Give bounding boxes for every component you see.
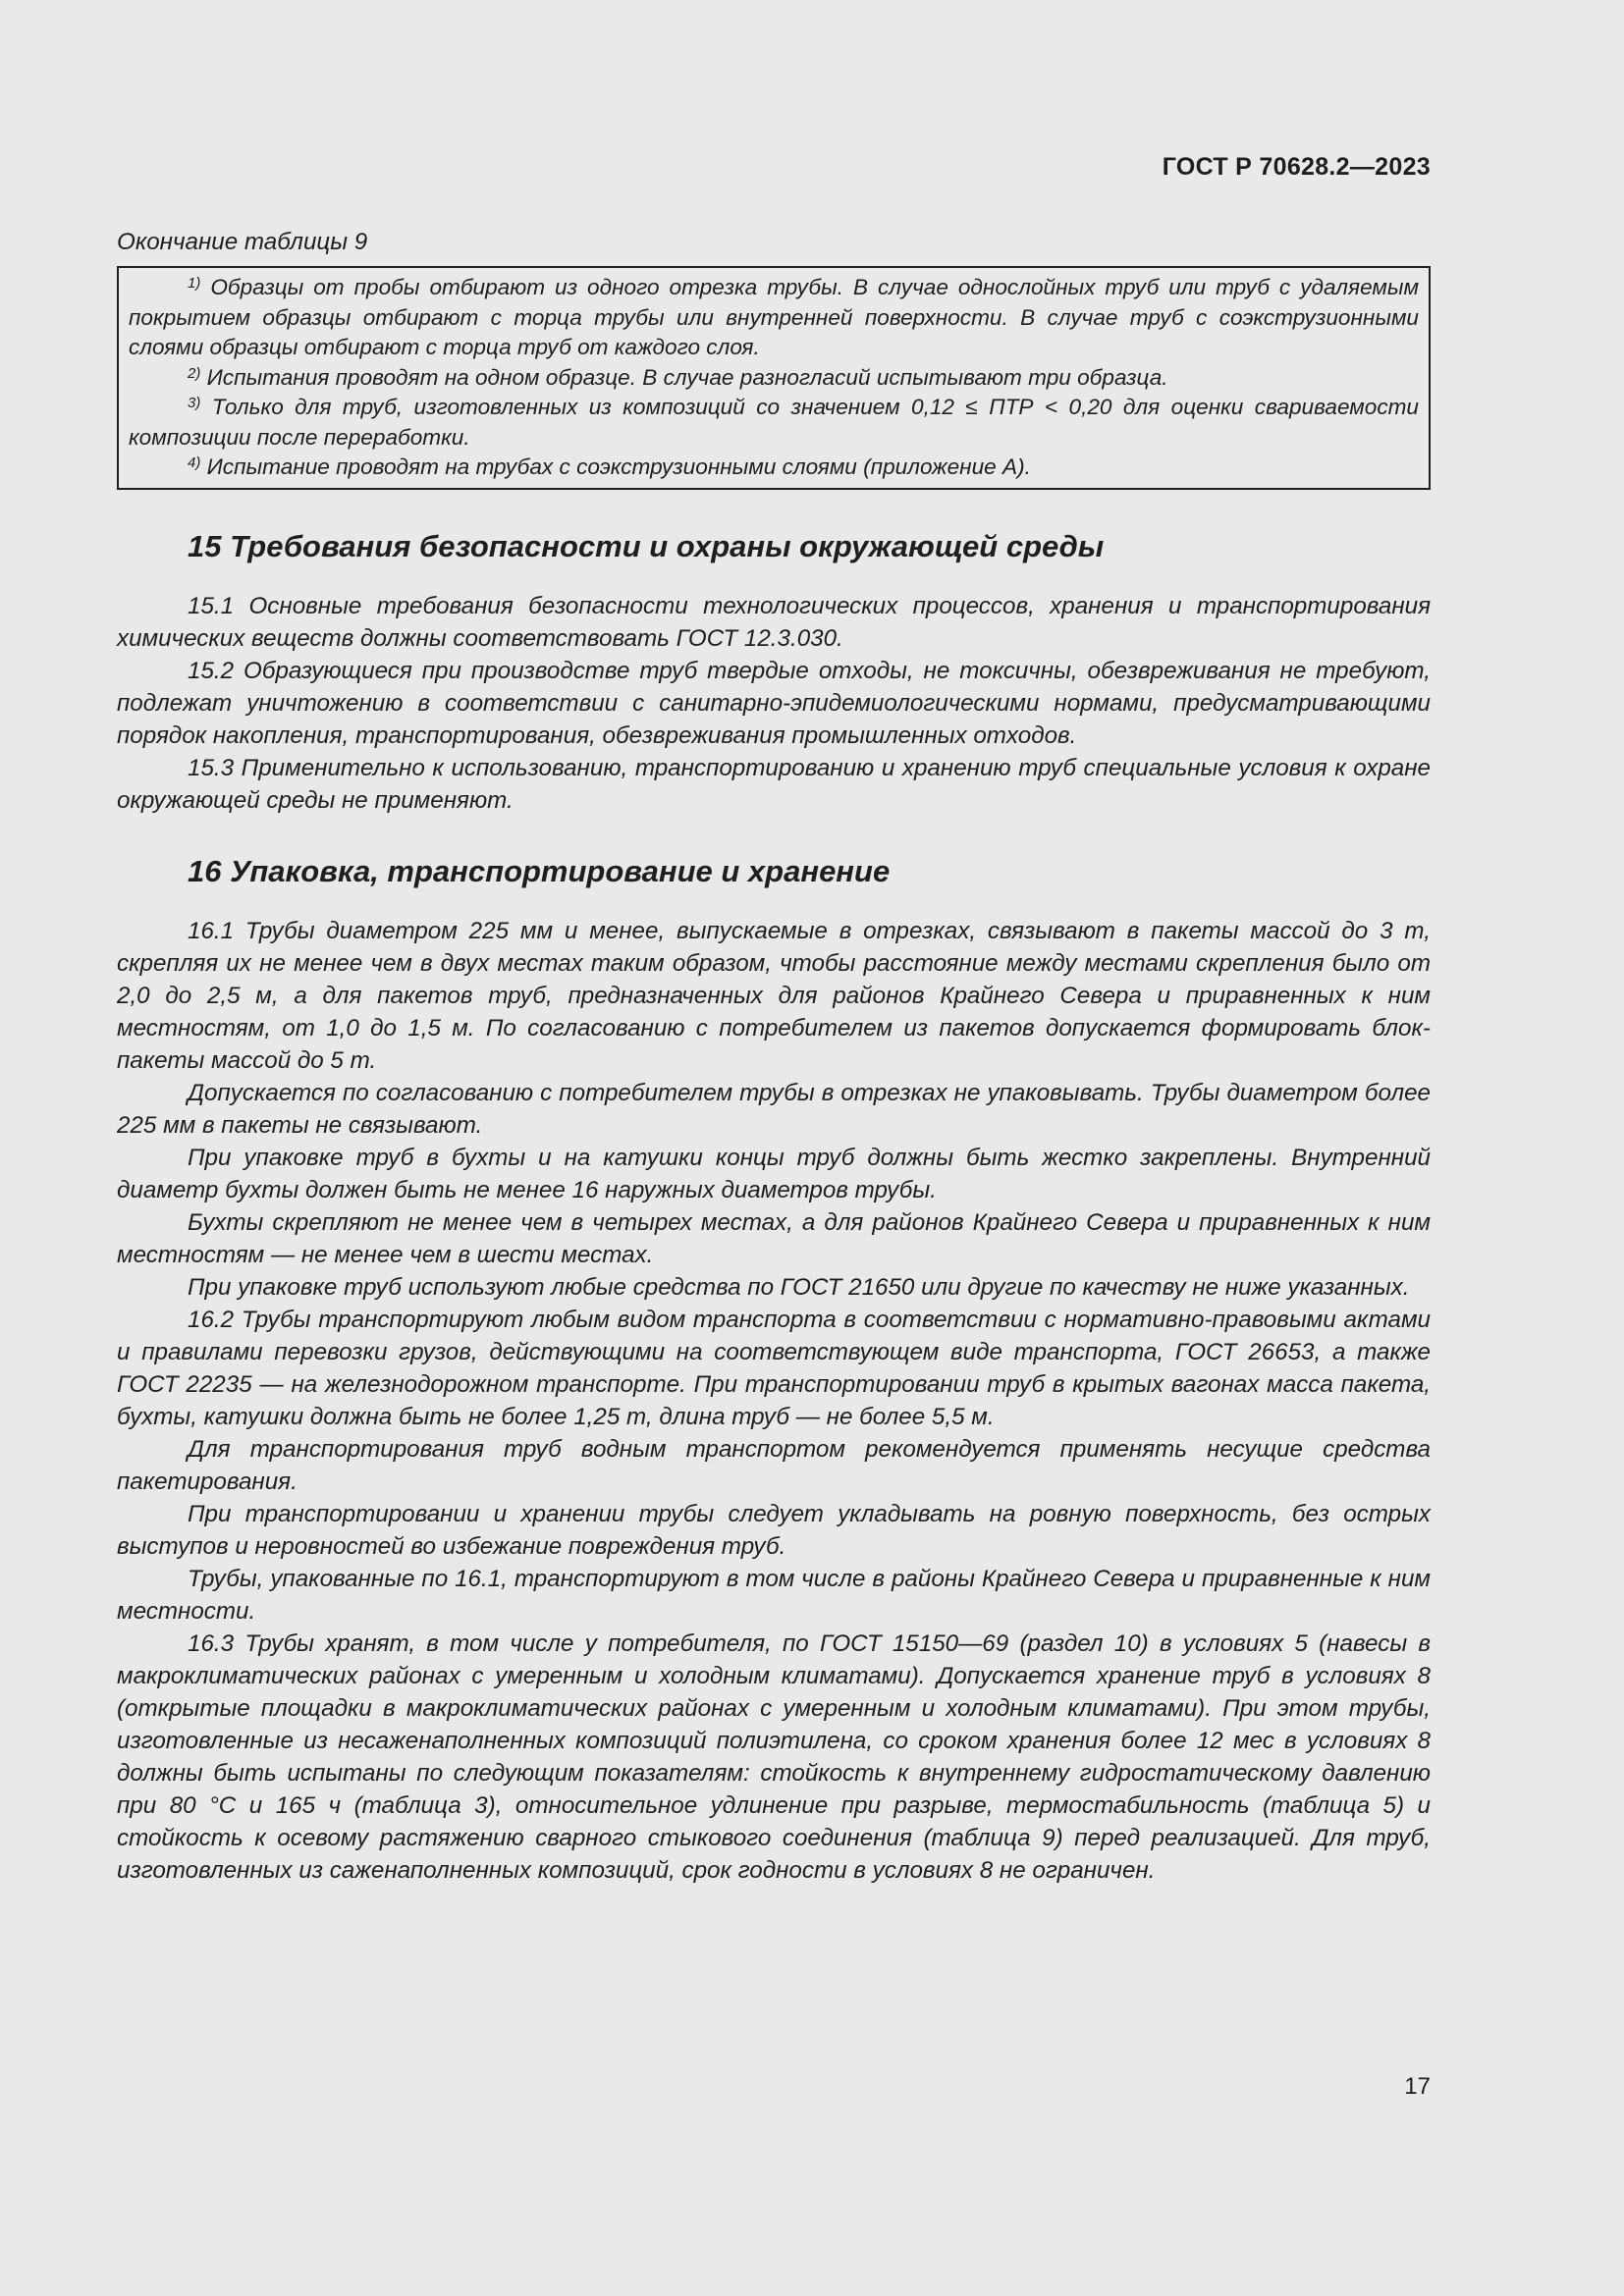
page-content <box>117 226 1431 1887</box>
section-16-heading: 16 Упаковка, транспортирование и хранение <box>188 853 891 888</box>
document-code-header: ГОСТ Р 70628.2—2023 <box>1162 153 1431 181</box>
paragraph-16-2-stacking: При транспортировании и хранении трубы следует укладывать на ровную поверхность, без острых выступов и неровностей во избежание повреждения труб. <box>117 1500 1431 1560</box>
footnote-marker: 1) <box>188 275 201 292</box>
footnote-3 <box>129 393 1419 453</box>
footnote-text: Образцы от пробы отбирают из одного отрезка трубы. В случае однослойных труб или труб с удаляемым покрытием образцы отбирают с торца трубы или внутренней поверхности. В случае труб с соэкструзионными слоями образцы отбирают с торца труб от каждого слоя. <box>129 275 1420 359</box>
paragraph-16-1: 16.1 Трубы диаметром 225 мм и менее, выпускаемые в отрезках, связывают в пакеты массой до 3 т, скрепляя их не менее чем в двух местах таким образом, чтобы расстояние между местами скрепления было от 2,0 до 2,5 м, а для пакетов труб, предназначенных для районов Крайнего Севера и приравненных к ним местностям, от 1,0 до 1,5 м. По согласованию с потребителем из пакетов допускается формировать блок-пакеты массой до 5 т. <box>117 917 1431 1074</box>
paragraph-16-2-water-transport: Для транспортирования труб водным транспортом рекомендуется применять несущие средства пакетирования. <box>117 1435 1431 1495</box>
footnote-marker: 3) <box>188 395 201 411</box>
paragraph-16-3: 16.3 Трубы хранят, в том числе у потребителя, по ГОСТ 15150—69 (раздел 10) в условиях 5 (навесы в макроклиматических районах с умеренным и холодным климатами). Допускается хранение труб в условиях 8 (открытые площадки в макроклиматических районах с умеренным и холодным климатами). При этом трубы, изготовленные из несаженаполненных композиций полиэтилена, со сроком хранения более 12 мес в условиях 8 должны быть испытаны по следующим показателям: стойкость к внутреннему гидростатическому давлению при 80 °С и 165 ч (таблица 3), относительное удлинение при разрыве, термостабильность (таблица 5) и стойкость к осевому растяжению сварного стыкового соединения (таблица 9) перед реализацией. Для труб, изготовленных из саженаполненных композиций, срок годности в условиях 8 не ограничен. <box>117 1629 1431 1884</box>
section-15-heading: 15 Требования безопасности и охраны окружающей среды <box>188 528 1105 563</box>
footnote-marker: 4) <box>188 454 201 471</box>
paragraph-16-1-no-packing: Допускается по согласованию с потребителем трубы в отрезках не упаковывать. Трубы диаметром более 225 мм в пакеты не связывают. <box>117 1079 1431 1139</box>
paragraph-16-1-coils: При упаковке труб в бухты и на катушки концы труб должны быть жестко закреплены. Внутренний диаметр бухты должен быть не менее 16 наружных диаметров трубы. <box>117 1144 1431 1203</box>
paragraph-16-2-far-north: Трубы, упакованные по 16.1, транспортируют в том числе в районы Крайнего Севера и приравненные к ним местности. <box>117 1565 1431 1625</box>
paragraph-15-3: 15.3 Применительно к использованию, транспортированию и хранению труб специальные условия к охране окружающей среды не применяют. <box>117 754 1431 814</box>
table-footnotes-box <box>117 266 1431 490</box>
footnote-text: Испытание проводят на трубах с соэкструзионными слоями (приложение А). <box>206 454 1031 479</box>
footnote-marker: 2) <box>188 364 201 382</box>
table-continuation-caption: Окончание таблицы 9 <box>117 229 368 255</box>
footnote-text: Только для труб, изготовленных из композиций со значением 0,12 ≤ ПТР < 0,20 для оценки свариваемости композиции после переработки. <box>129 395 1419 450</box>
page-number: 17 <box>1404 2073 1431 2100</box>
paragraph-16-1-coil-fastening: Бухты скрепляют не менее чем в четырех местах, а для районов Крайнего Севера и приравненных к ним местностям — не менее чем в шести местах. <box>117 1208 1431 1268</box>
footnote-text: Испытания проводят на одном образце. В случае разногласий испытывают три образца. <box>206 364 1168 390</box>
paragraph-16-2: 16.2 Трубы транспортируют любым видом транспорта в соответствии с нормативно-правовыми актами и правилами перевозки грузов, действующими на соответствующем виде транспорта, ГОСТ 26653, а также ГОСТ 22235 — на железнодорожном транспорте. При транспортировании труб в крытых вагонах масса пакета, бухты, катушки должна быть не более 1,25 т, длина труб — не более 5,5 м. <box>117 1306 1431 1430</box>
paragraph-15-2: 15.2 Образующиеся при производстве труб твердые отходы, не токсичны, обезвреживания не требуют, подлежат уничтожению в соответствии с санитарно-эпидемиологическими нормами, предусматривающими порядок накопления, транспортирования, обезвреживания промышленных отходов. <box>117 657 1431 749</box>
paragraph-15-1: 15.1 Основные требования безопасности технологических процессов, хранения и транспортирования химических веществ должны соответствовать ГОСТ 12.3.030. <box>117 592 1431 652</box>
footnote-2 <box>129 363 1419 394</box>
footnote-1 <box>129 273 1419 363</box>
footnote-4 <box>129 453 1419 483</box>
paragraph-16-1-packing-means: При упаковке труб используют любые средства по ГОСТ 21650 или другие по качеству не ниже указанных. <box>188 1273 1410 1301</box>
